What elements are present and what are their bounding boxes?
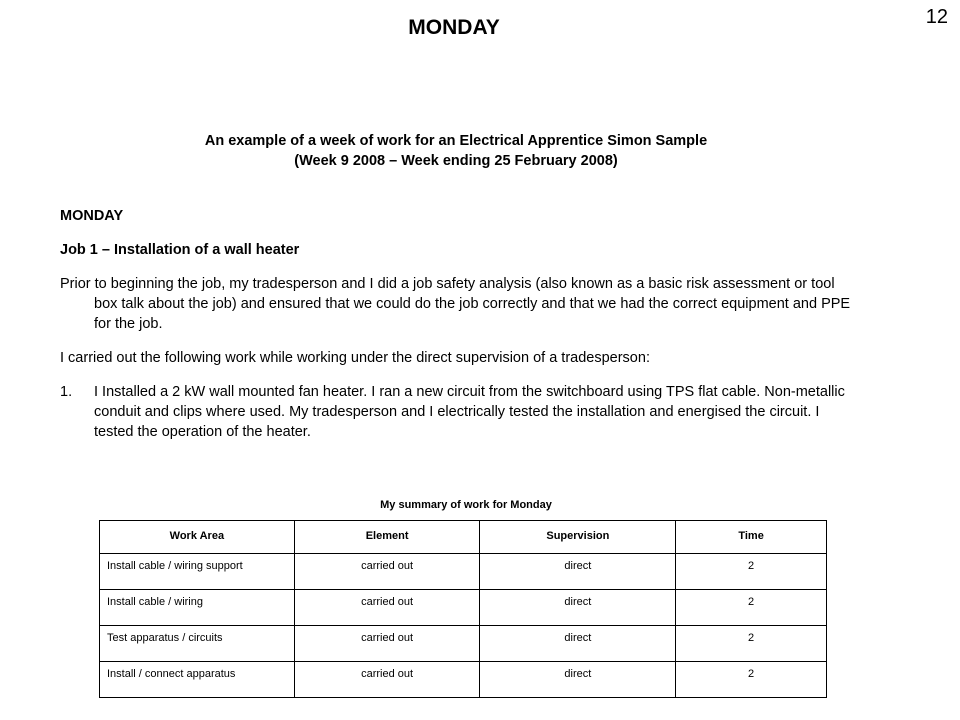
header-supervision: Supervision <box>480 521 676 554</box>
cell-time: 2 <box>676 662 827 698</box>
heading-line-1: An example of a week of work for an Electrical Apprentice Simon Sample <box>204 133 708 149</box>
heading-line-2: (Week 9 2008 – Week ending 25 February 2008) <box>294 153 618 169</box>
cell-supervision: direct <box>480 554 676 590</box>
cell-element: carried out <box>294 626 480 662</box>
header-time: Time <box>676 521 827 554</box>
cell-time: 2 <box>676 626 827 662</box>
table-row <box>100 662 827 698</box>
cell-work-area: Install cable / wiring <box>100 590 295 626</box>
table-caption: My summary of work for Monday <box>380 499 552 511</box>
page-number: 12 <box>925 6 948 28</box>
header-work-area: Work Area <box>100 521 295 554</box>
document-body <box>60 206 860 442</box>
cell-element: carried out <box>294 554 480 590</box>
day-label: MONDAY <box>60 208 124 224</box>
cell-supervision: direct <box>480 626 676 662</box>
cell-supervision: direct <box>480 662 676 698</box>
job-title: Job 1 – Installation of a wall heater <box>60 242 300 258</box>
work-item-text: I Installed a 2 kW wall mounted fan heater. I ran a new circuit from the switchboard using TPS flat cable. Non-metallic conduit and clips where used. My tradesperson and I electrically tested the installation and energised the circuit. I tested the operation of the heater. <box>94 384 845 440</box>
cell-work-area: Test apparatus / circuits <box>100 626 295 662</box>
work-item-number: 1. <box>60 384 73 400</box>
table-header-row <box>100 521 827 554</box>
table-row <box>100 590 827 626</box>
cell-element: carried out <box>294 590 480 626</box>
header-element: Element <box>294 521 480 554</box>
intro-paragraph: Prior to beginning the job, my tradesperson and I did a job safety analysis (also known as a basic risk assessment or tool box talk about the job) and ensured that we could do the job correctly and that we had the correct equipment and PPE for the job. <box>60 276 851 332</box>
cell-time: 2 <box>676 590 827 626</box>
cell-work-area: Install / connect apparatus <box>100 662 295 698</box>
table-row <box>100 626 827 662</box>
supervision-paragraph: I carried out the following work while working under the direct supervision of a tradesperson: <box>60 350 650 366</box>
cell-element: carried out <box>294 662 480 698</box>
table-row <box>100 554 827 590</box>
summary-table <box>99 520 827 698</box>
cell-supervision: direct <box>480 590 676 626</box>
cell-time: 2 <box>676 554 827 590</box>
document-heading <box>0 131 912 171</box>
page-title: MONDAY <box>408 16 500 39</box>
cell-work-area: Install cable / wiring support <box>100 554 295 590</box>
work-list-item <box>60 382 860 442</box>
